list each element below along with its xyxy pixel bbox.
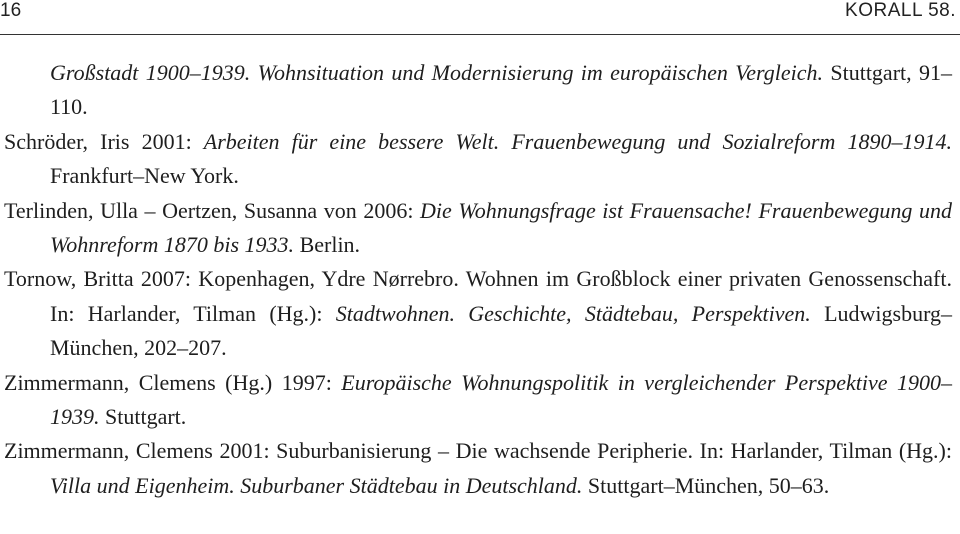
reference-publication: Ludwigsburg–München, 202–207. (50, 300, 952, 361)
header-rule (0, 34, 960, 35)
reference-publication: Stuttgart–München, 50–63. (582, 472, 830, 498)
reference-author: Tornow, Britta 2007: Kopenhagen, Ydre Nørrebro. Wohnen im Großblock einer privaten Genossenschaft. In: Harlander, Tilman (Hg.): (4, 266, 952, 326)
reference-entry-tornow (4, 262, 952, 365)
reference-title: Villa und Eigenheim. Suburbaner Städtebau in Deutschland. (50, 472, 583, 498)
reference-title: Stadtwohnen. Geschichte, Städtebau, Perspektiven. (335, 300, 811, 326)
reference-entry-continuation (4, 56, 952, 125)
reference-author: Schröder, Iris 2001: (4, 128, 204, 154)
reference-author: Zimmermann, Clemens (Hg.) 1997: (4, 369, 342, 395)
reference-author: Terlinden, Ulla – Oertzen, Susanna von 2006: (4, 197, 421, 223)
reference-title: Europäische Wohnungspolitik in vergleichender Perspektive 1900–1939. (50, 369, 952, 430)
reference-entry-zimmermann-2001 (4, 434, 952, 503)
reference-author: Zimmermann, Clemens 2001: Suburbanisierung – Die wachsende Peripherie. In: Harlander, Tilman (Hg.): (4, 438, 952, 464)
reference-publication: Berlin. (294, 232, 361, 258)
reference-publication: Stuttgart. (99, 404, 187, 430)
reference-title: Arbeiten für eine bessere Welt. Frauenbewegung und Sozialreform 1890–1914. (203, 128, 952, 154)
reference-list (4, 56, 952, 503)
journal-title: KORALL 58. (845, 0, 956, 21)
reference-publication: Frankfurt–New York. (50, 163, 239, 189)
page-header (0, 0, 960, 30)
reference-title: Die Wohnungsfrage ist Frauensache! Frauenbewegung und Wohnreform 1870 bis 1933. (50, 197, 952, 258)
page-number: 16 (0, 0, 22, 21)
reference-entry-zimmermann-1997 (4, 366, 952, 435)
reference-entry-schroeder (4, 125, 952, 194)
reference-title: Großstadt 1900–1939. Wohnsituation und Modernisierung im europäischen Vergleich. (50, 60, 823, 85)
reference-publication: Stuttgart, 91–110. (50, 60, 952, 120)
reference-entry-terlinden (4, 194, 952, 263)
